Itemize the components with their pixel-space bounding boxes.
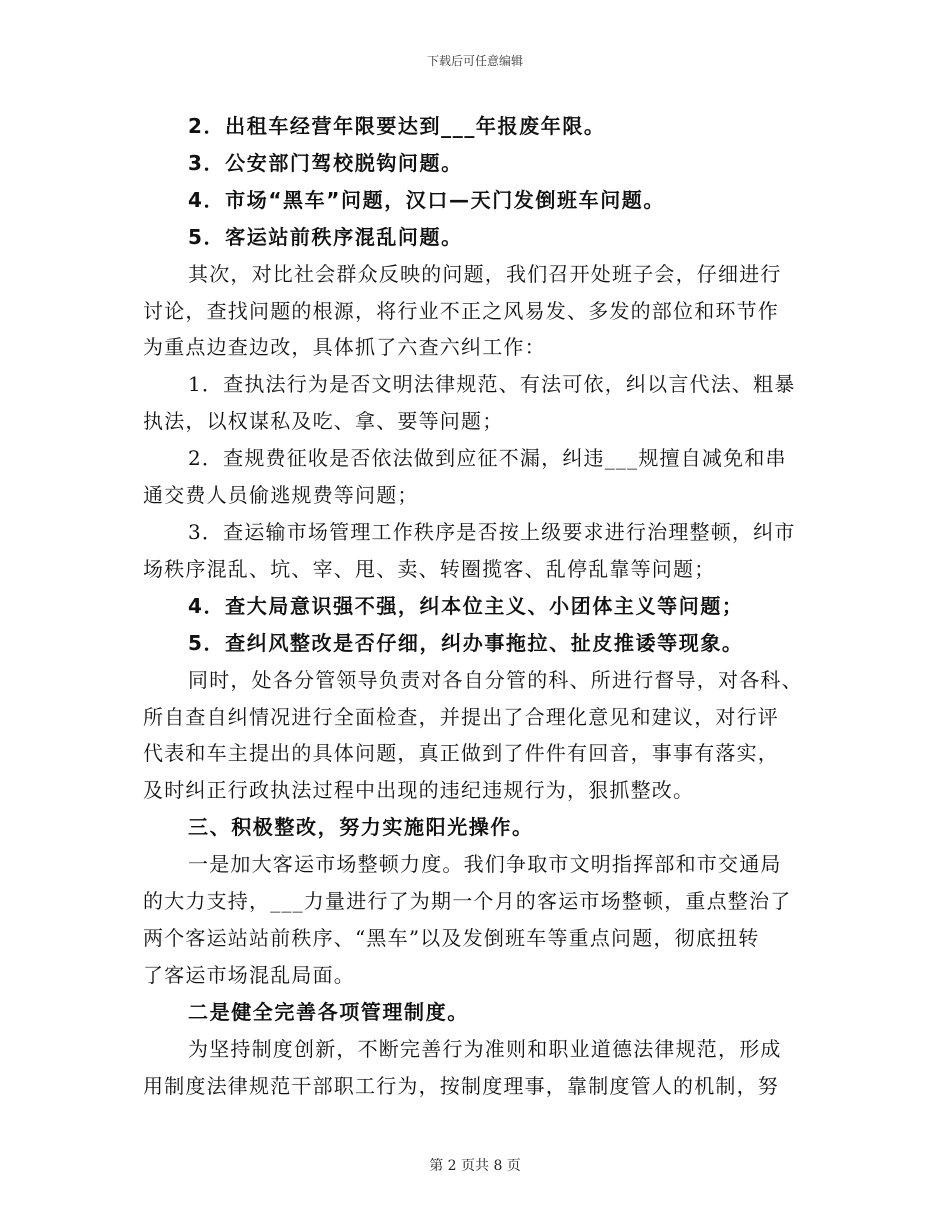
heading-line: 4．查大局意识强不强，纠本位主义、小团体主义等问题； [188,593,744,618]
page-footer: 第 2 页共 8 页 [429,1158,521,1174]
heading-line: 二是健全完善各项管理制度。 [188,999,469,1024]
heading-line: 三、积极整改，努力实施阳光操作。 [188,815,534,840]
paragraph-line: 3．查运输市场管理工作秩序是否按上级要求进行治理整顿，纠市 [188,519,796,544]
paragraph-line: 两个客运站站前秩序、“黑车”以及发倒班车等重点问题，彻底扭转 [143,925,760,950]
paragraph-line: 一是加大客运市场整顿力度。我们争取市文明指挥部和市交通局 [188,852,782,877]
heading-line: 4．市场“黑车”问题，汉口—天门发倒班车问题。 [188,187,666,212]
paragraph-line: 的大力支持，___力量进行了为期一个月的客运市场整顿，重点整治了 [143,889,792,914]
paragraph-line: 代表和车主提出的具体问题，真正做到了件件有回音，事事有落实， [143,741,779,766]
heading-line: 5．查纠风整改是否仔细，纠办事拖拉、扯皮推诿等现象。 [188,630,744,655]
paragraph-line: 了客运市场混乱局面。 [143,962,355,987]
document-body [143,108,811,1104]
paragraph-line: 同时，处各分管领导负责对各自分管的科、所进行督导，对各科、 [188,667,803,692]
paragraph-line: 1．查执法行为是否文明法律规范、有法可依，纠以言代法、粗暴 [188,372,796,397]
paragraph-line: 所自查自纠情况进行全面检查，并提出了合理化意见和建议，对行评 [143,704,779,729]
paragraph-line: 执法，以权谋私及吃、拿、要等问题； [143,409,504,434]
paragraph-line: 其次，对比社会群众反映的问题，我们召开处班子会，仔细进行 [188,261,782,286]
paragraph-line: 为坚持制度创新，不断完善行为准则和职业道德法律规范，形成 [188,1036,782,1061]
heading-line: 2．出租车经营年限要达到___年报废年限。 [188,114,606,138]
heading-line: 5．客运站前秩序混乱问题。 [188,224,463,249]
paragraph-line: 用制度法律规范干部职工行为，按制度理事，靠制度管人的机制，努 [143,1073,779,1098]
paragraph-line: 2．查规费征收是否依法做到应征不漏，纠违___规擅自减免和串 [188,446,787,471]
heading-line: 3．公安部门驾校脱钩问题。 [188,150,463,175]
paragraph-line: 为重点边查边改，具体抓了六查六纠工作： [143,335,546,360]
page-header: 下载后可任意编辑 [426,54,523,68]
paragraph-line: 通交费人员偷逃规费等问题； [143,483,419,508]
paragraph-line: 讨论，查找问题的根源，将行业不正之风易发、多发的部位和环节作 [143,298,779,323]
paragraph-line: 及时纠正行政执法过程中出现的违纪违规行为，狠抓整改。 [143,778,695,803]
paragraph-line: 场秩序混乱、坑、宰、甩、卖、转圈揽客、乱停乱靠等问题； [143,556,716,581]
